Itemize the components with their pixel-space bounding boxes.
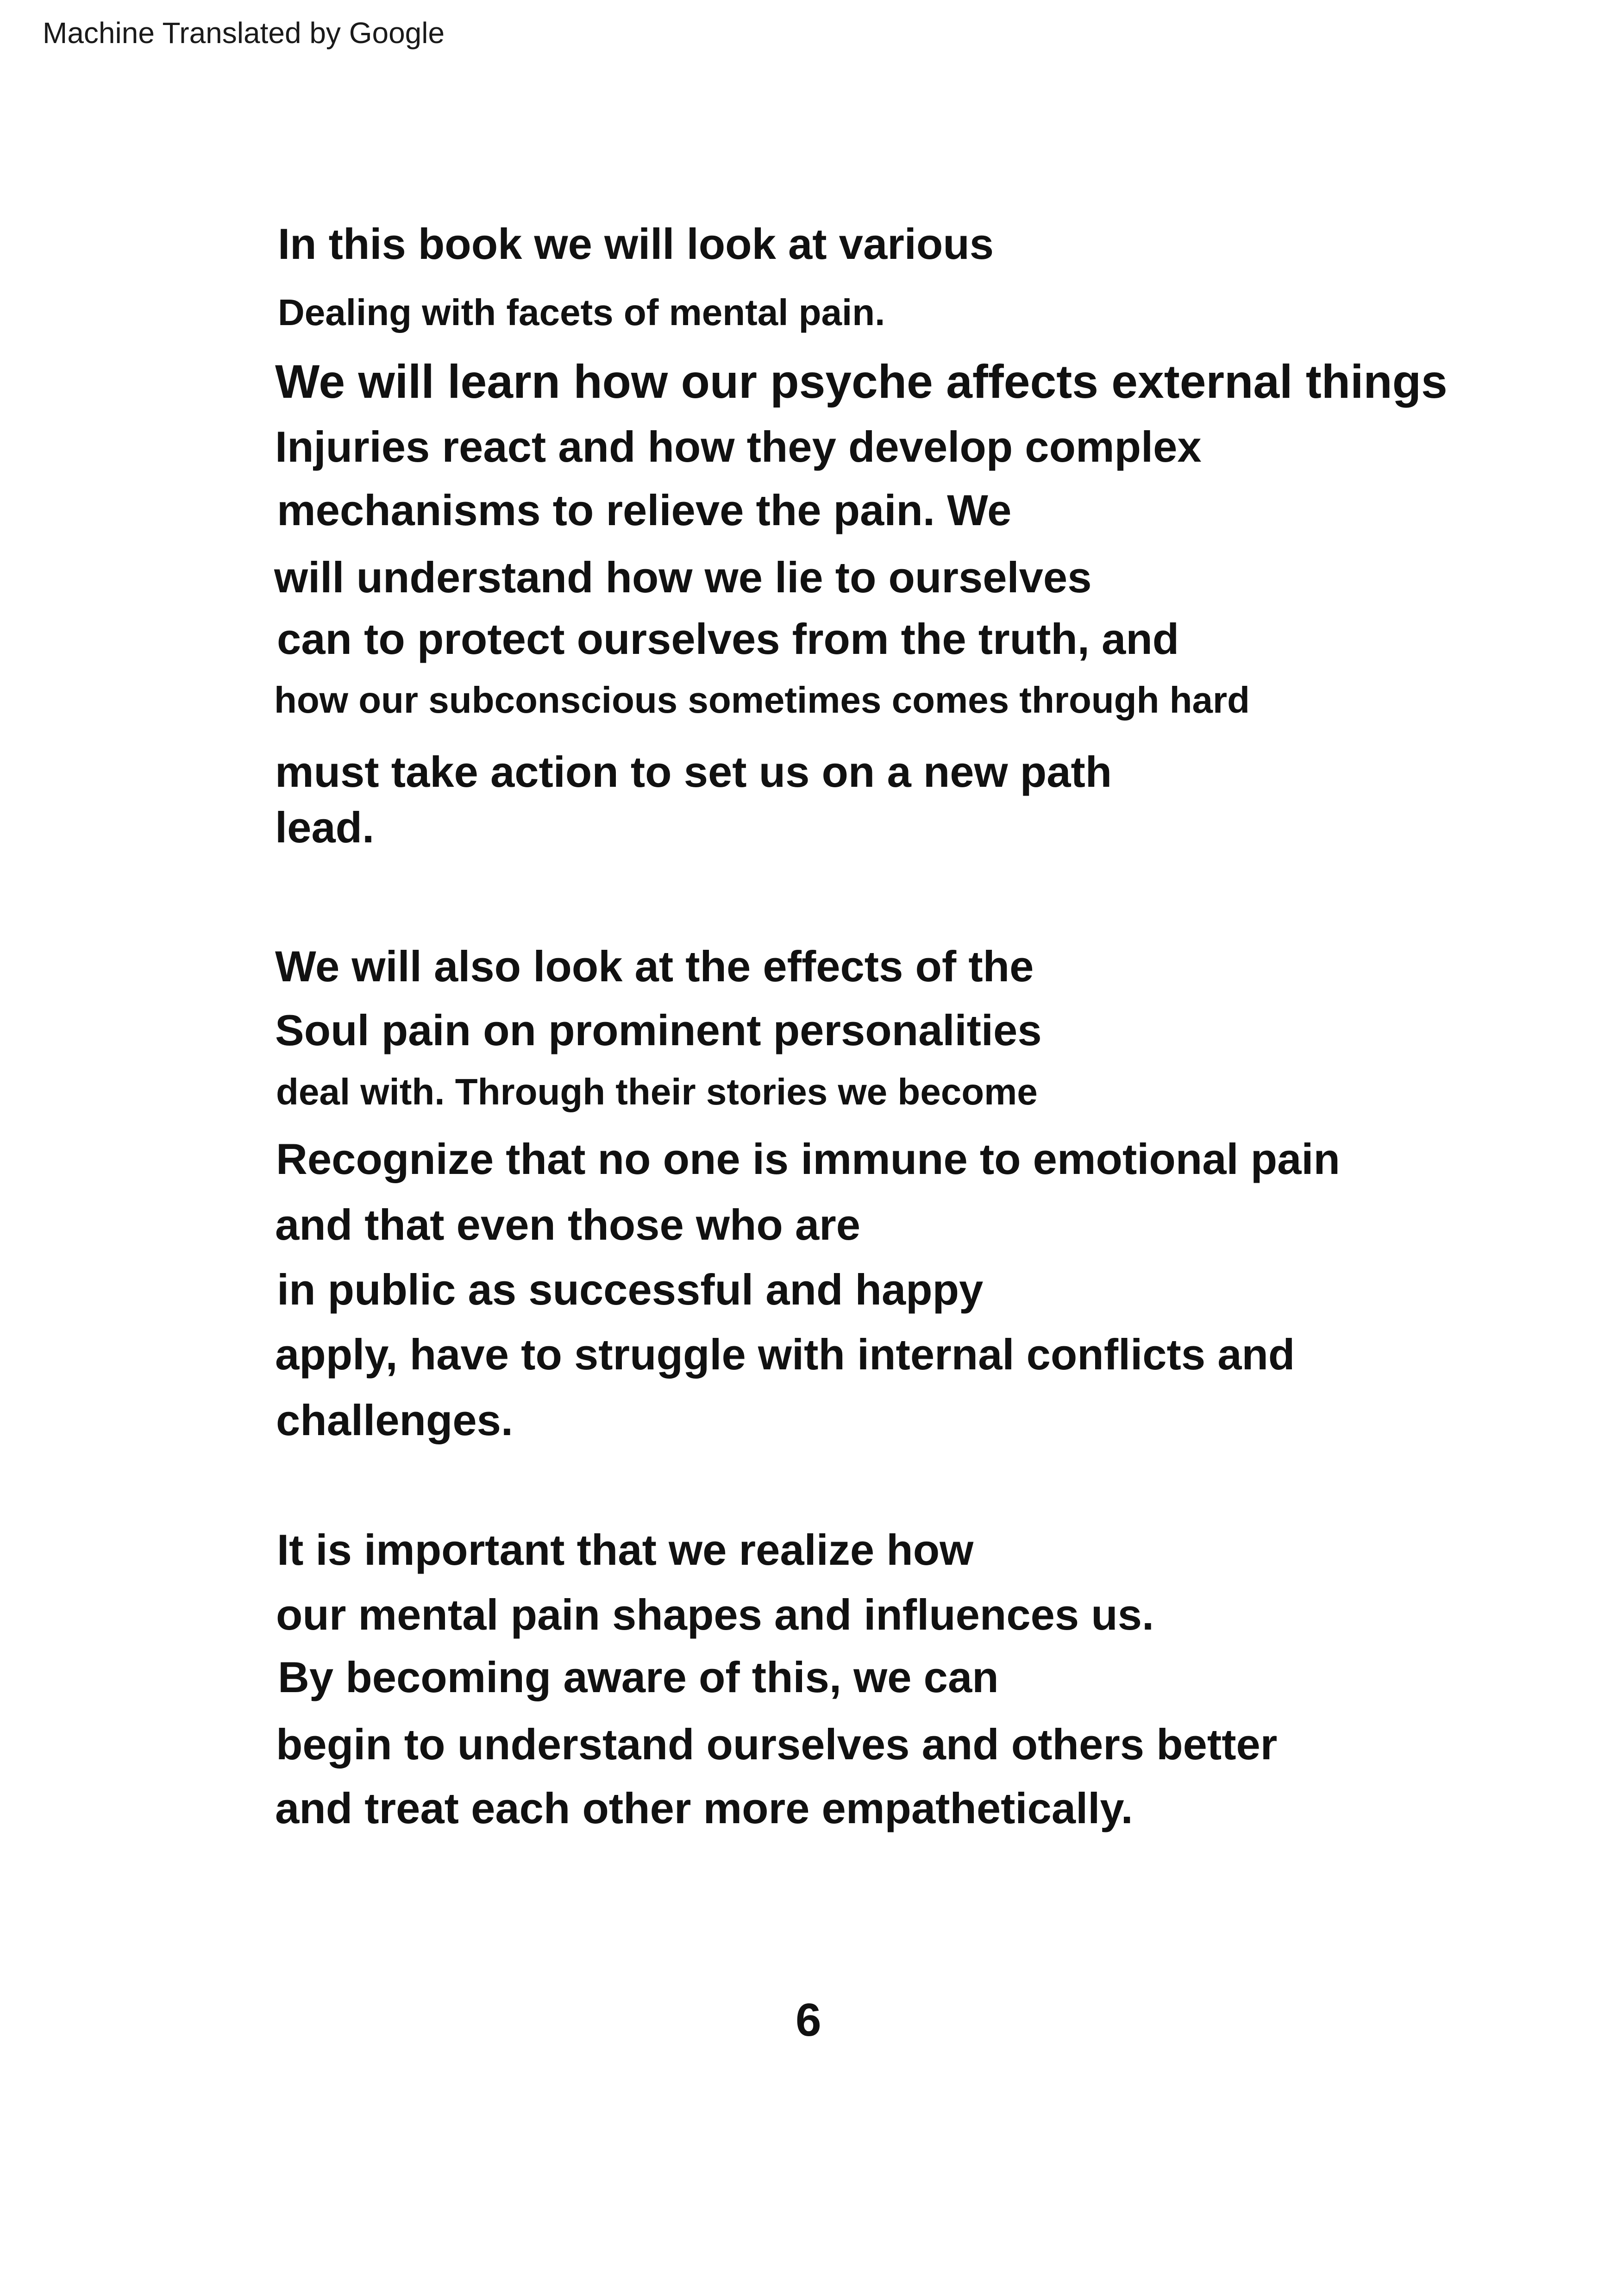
text-line: Dealing with facets of mental pain. bbox=[278, 292, 885, 333]
text-line: can to protect ourselves from the truth, and bbox=[277, 615, 1179, 663]
text-line: our mental pain shapes and influences us. bbox=[276, 1590, 1154, 1639]
text-line: and that even those who are bbox=[275, 1200, 861, 1249]
text-line: We will also look at the effects of the bbox=[275, 942, 1034, 991]
text-line: We will learn how our psyche affects external things bbox=[275, 355, 1448, 408]
text-line: By becoming aware of this, we can bbox=[278, 1653, 999, 1701]
text-line: must take action to set us on a new path bbox=[275, 747, 1112, 796]
text-line: It is important that we realize how bbox=[277, 1525, 974, 1574]
text-line: apply, have to struggle with internal conflicts and bbox=[275, 1330, 1295, 1379]
text-line: deal with. Through their stories we become bbox=[276, 1071, 1038, 1112]
text-line: and treat each other more empathetically. bbox=[275, 1784, 1133, 1832]
text-line: will understand how we lie to ourselves bbox=[274, 553, 1092, 602]
machine-translation-note: Machine Translated by Google bbox=[43, 16, 445, 50]
text-line: mechanisms to relieve the pain. We bbox=[277, 486, 1012, 534]
text-line: Recognize that no one is immune to emotional pain bbox=[276, 1135, 1340, 1183]
text-line: in public as successful and happy bbox=[277, 1265, 984, 1314]
text-line: challenges. bbox=[276, 1396, 513, 1444]
text-line: begin to understand ourselves and others better bbox=[276, 1720, 1278, 1769]
text-line: Soul pain on prominent personalities bbox=[275, 1006, 1042, 1054]
page-number: 6 bbox=[796, 1994, 821, 2046]
text-line: lead. bbox=[275, 803, 375, 852]
text-line: In this book we will look at various bbox=[278, 220, 994, 268]
text-line: how our subconscious sometimes comes through hard bbox=[274, 679, 1250, 721]
text-line: Injuries react and how they develop complex bbox=[275, 422, 1202, 471]
